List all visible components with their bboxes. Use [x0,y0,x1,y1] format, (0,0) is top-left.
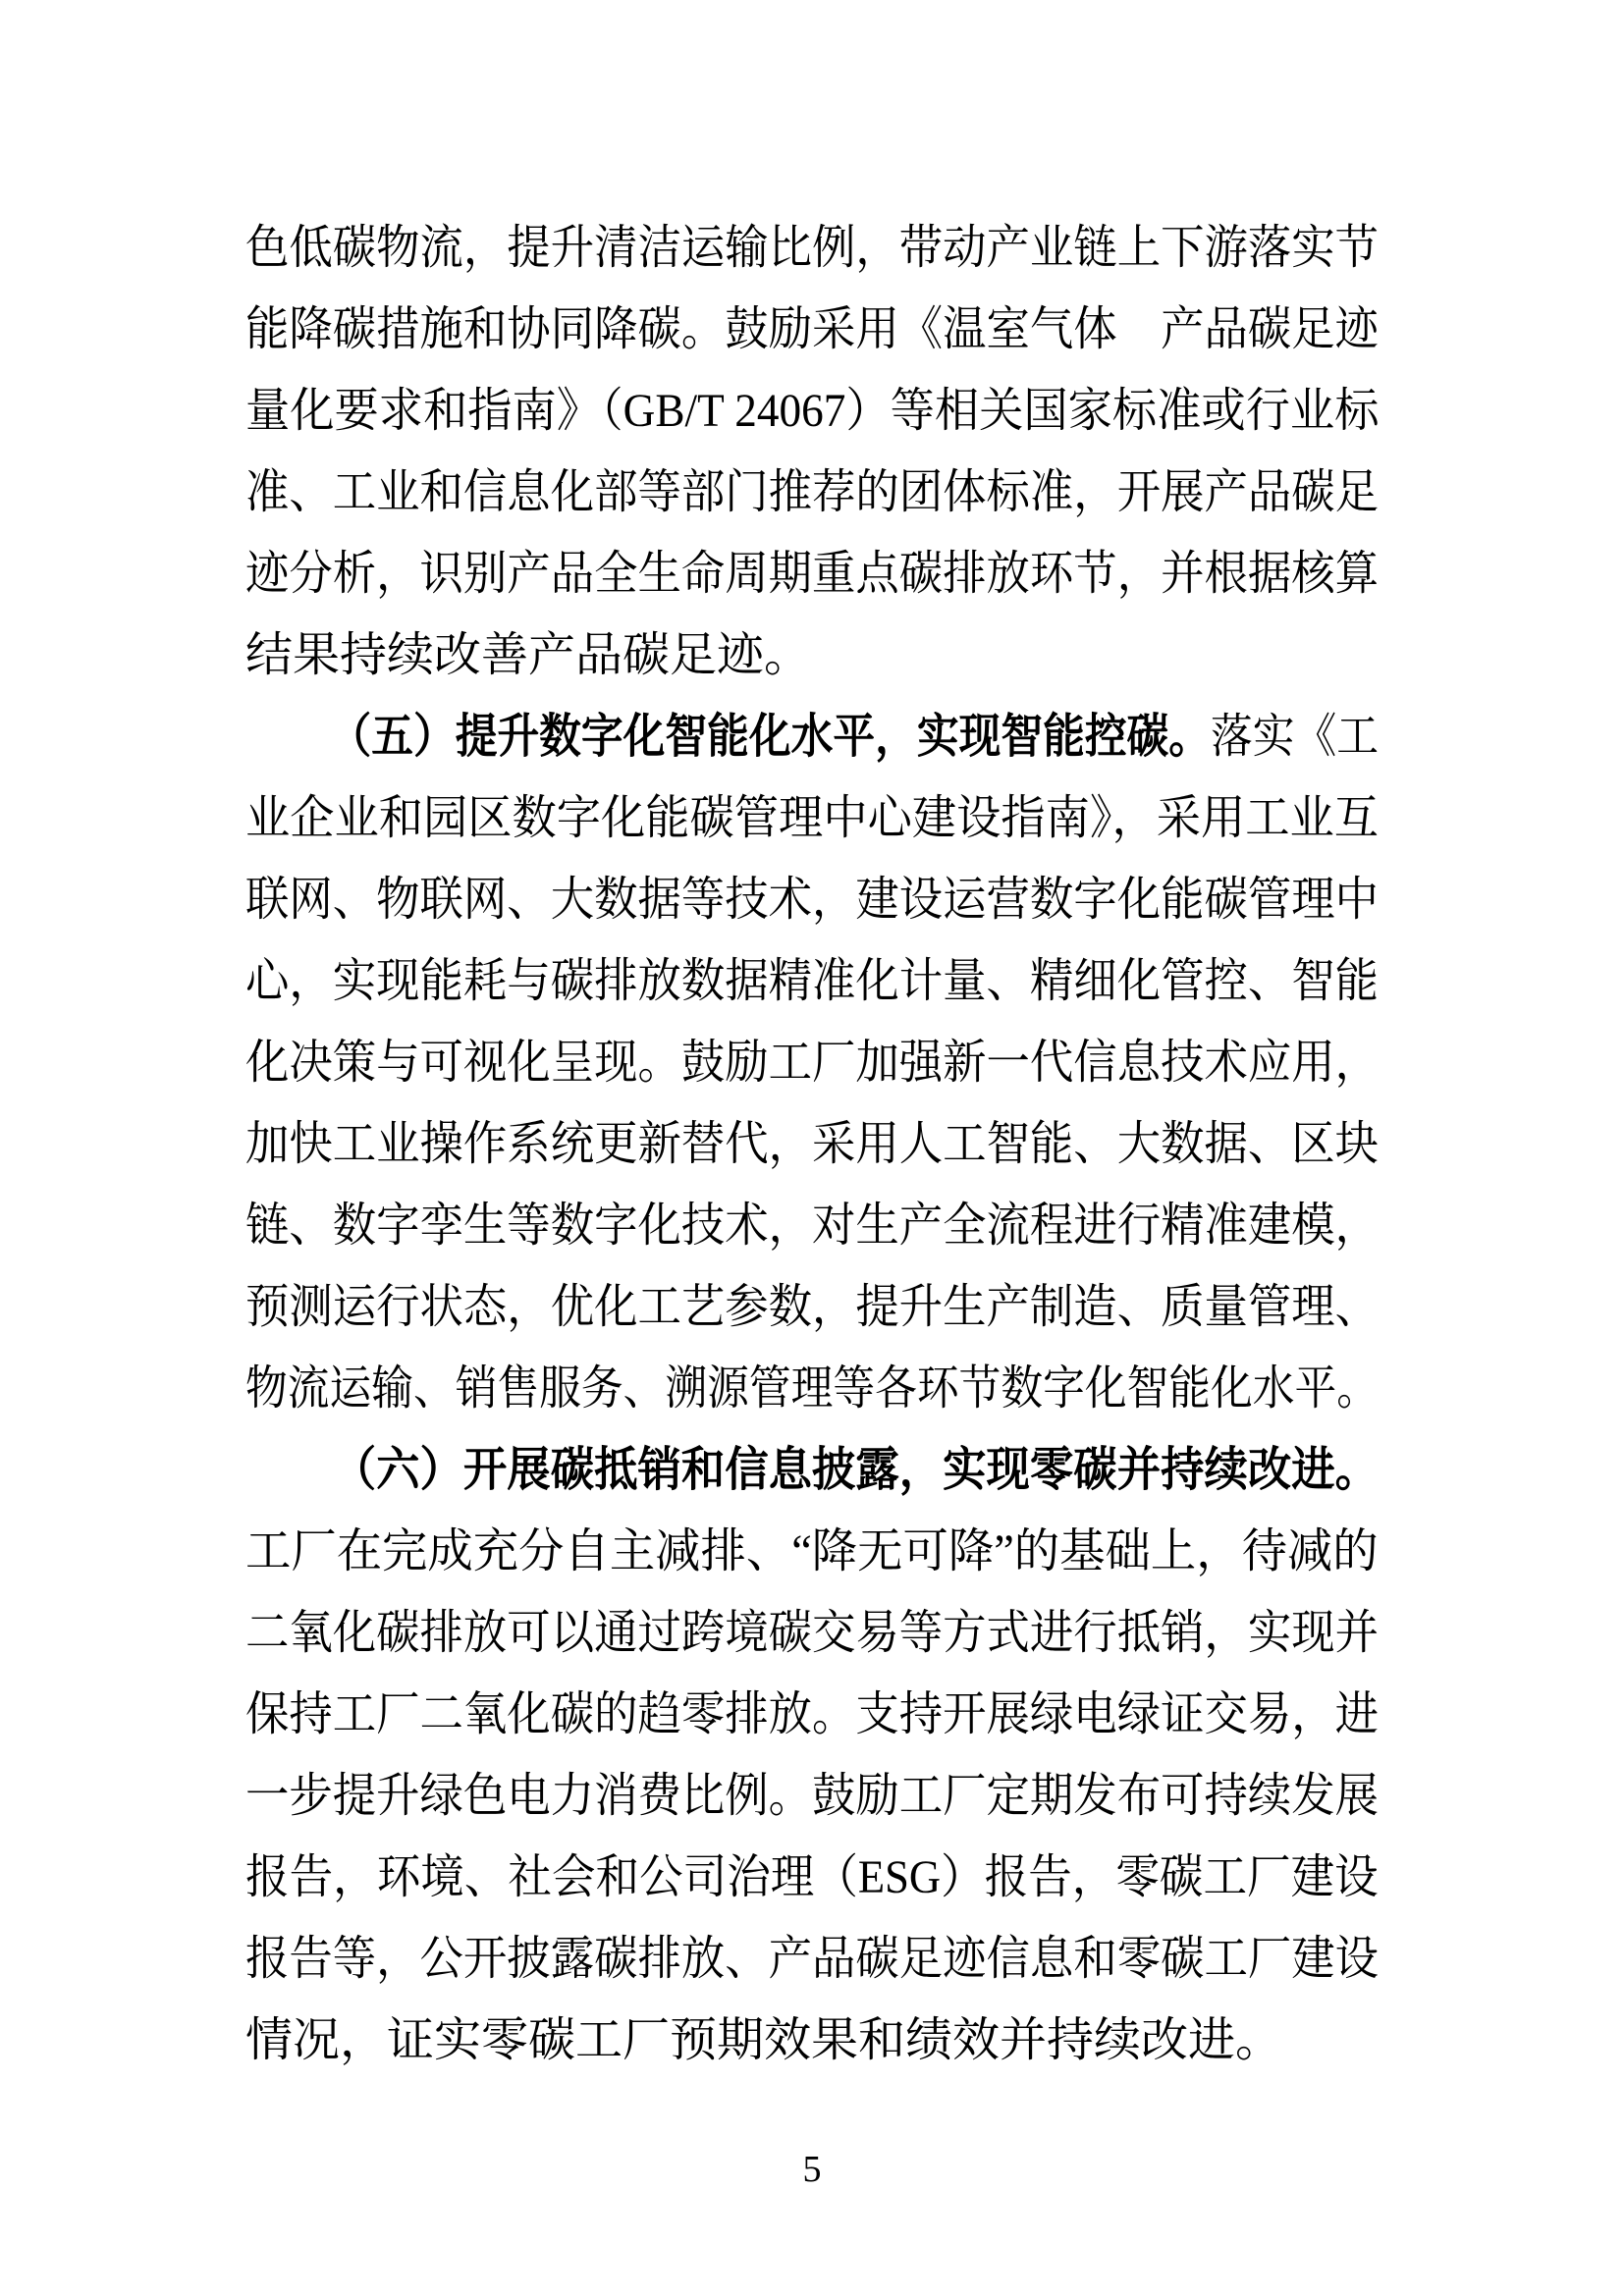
text-line [245,614,1379,696]
text-line [245,1266,1380,1348]
body-text-segment: 报告，环境、社会和公司治理（ESG）报告，零碳工厂建设 [245,1851,1379,1903]
body-text-segment: 化决策与可视化呈现。鼓励工厂加强新一代信息技术应用， [245,1037,1380,1089]
text-line [245,1022,1380,1103]
body-text-segment: 准、工业和信息化部等部门推荐的团体标准，开展产品碳足 [245,466,1380,518]
text-line [245,940,1380,1022]
body-text-segment: 结果持续改善产品碳足迹。 [245,629,812,681]
body-text-segment: 一步提升绿色电力消费比例。鼓励工厂定期发布可持续发展 [245,1770,1380,1822]
text-line [245,859,1380,940]
body-text-segment: 迹分析，识别产品全生命周期重点碳排放环节，并根据核算 [245,548,1380,600]
body-text-segment: 报告等，公开披露碳排放、产品碳足迹信息和零碳工厂建设 [245,1933,1380,1985]
text-line [245,1103,1380,1185]
page-footer [0,2146,1624,2193]
text-line [245,777,1380,859]
text-line [245,289,1380,370]
body-text-segment: 色低碳物流，提升清洁运输比例，带动产业链上下游落实节 [245,222,1380,274]
body-text-segment: 情况，证实零碳工厂预期效果和绩效并持续改进。 [245,2014,1283,2066]
text-line [245,452,1380,533]
section-heading-text: （六）开展碳抵销和信息披露，实现零碳并持续改进。 [332,1444,1380,1496]
body-text-segment: 联网、物联网、大数据等技术，建设运营数字化能碳管理中 [245,874,1380,926]
text-line [245,1837,1379,1918]
document-body [245,207,1379,2081]
body-text-segment: 能降碳措施和协同降碳。鼓励采用《温室气体 产品碳足迹 [245,303,1380,355]
text-line [245,1918,1380,2000]
body-text-segment: 工厂在完成充分自主减排、“降无可降”的基础上，待减的 [245,1525,1379,1577]
text-line [245,2000,1379,2081]
text-line [245,1511,1379,1592]
section-heading-text: （五）提升数字化智能化水平，实现智能控碳。 [329,711,1212,763]
body-text-segment: 链、数字孪生等数字化技术，对生产全流程进行精准建模， [245,1200,1380,1252]
text-line [245,370,1380,452]
body-text-segment: 量化要求和指南》（GB/T 24067）等相关国家标准或行业标 [245,385,1380,437]
text-line [245,1348,1380,1429]
text-line [245,1592,1380,1674]
text-line [245,1755,1380,1837]
text-line [245,207,1380,289]
body-text-segment: 预测运行状态，优化工艺参数，提升生产制造、质量管理、 [245,1281,1380,1333]
body-text-segment: 保持工厂二氧化碳的趋零排放。支持开展绿电绿证交易，进 [245,1688,1380,1740]
body-text-segment: 二氧化碳排放可以通过跨境碳交易等方式进行抵销，实现并 [245,1607,1380,1659]
text-line [245,1674,1380,1755]
body-text-segment: 落实《工 [1211,711,1380,763]
text-line [245,696,1380,777]
text-line [245,533,1380,614]
text-line [245,1185,1380,1266]
page-number: 5 [802,2149,822,2190]
text-line [245,1429,1380,1511]
body-text-segment: 心，实现能耗与碳排放数据精准化计量、精细化管控、智能 [245,955,1380,1007]
body-text-segment: 业企业和园区数字化能碳管理中心建设指南》，采用工业互 [245,792,1380,844]
body-text-segment: 物流运输、销售服务、溯源管理等各环节数字化智能化水平。 [245,1362,1380,1415]
body-text-segment: 加快工业操作系统更新替代，采用人工智能、大数据、区块 [245,1118,1380,1170]
